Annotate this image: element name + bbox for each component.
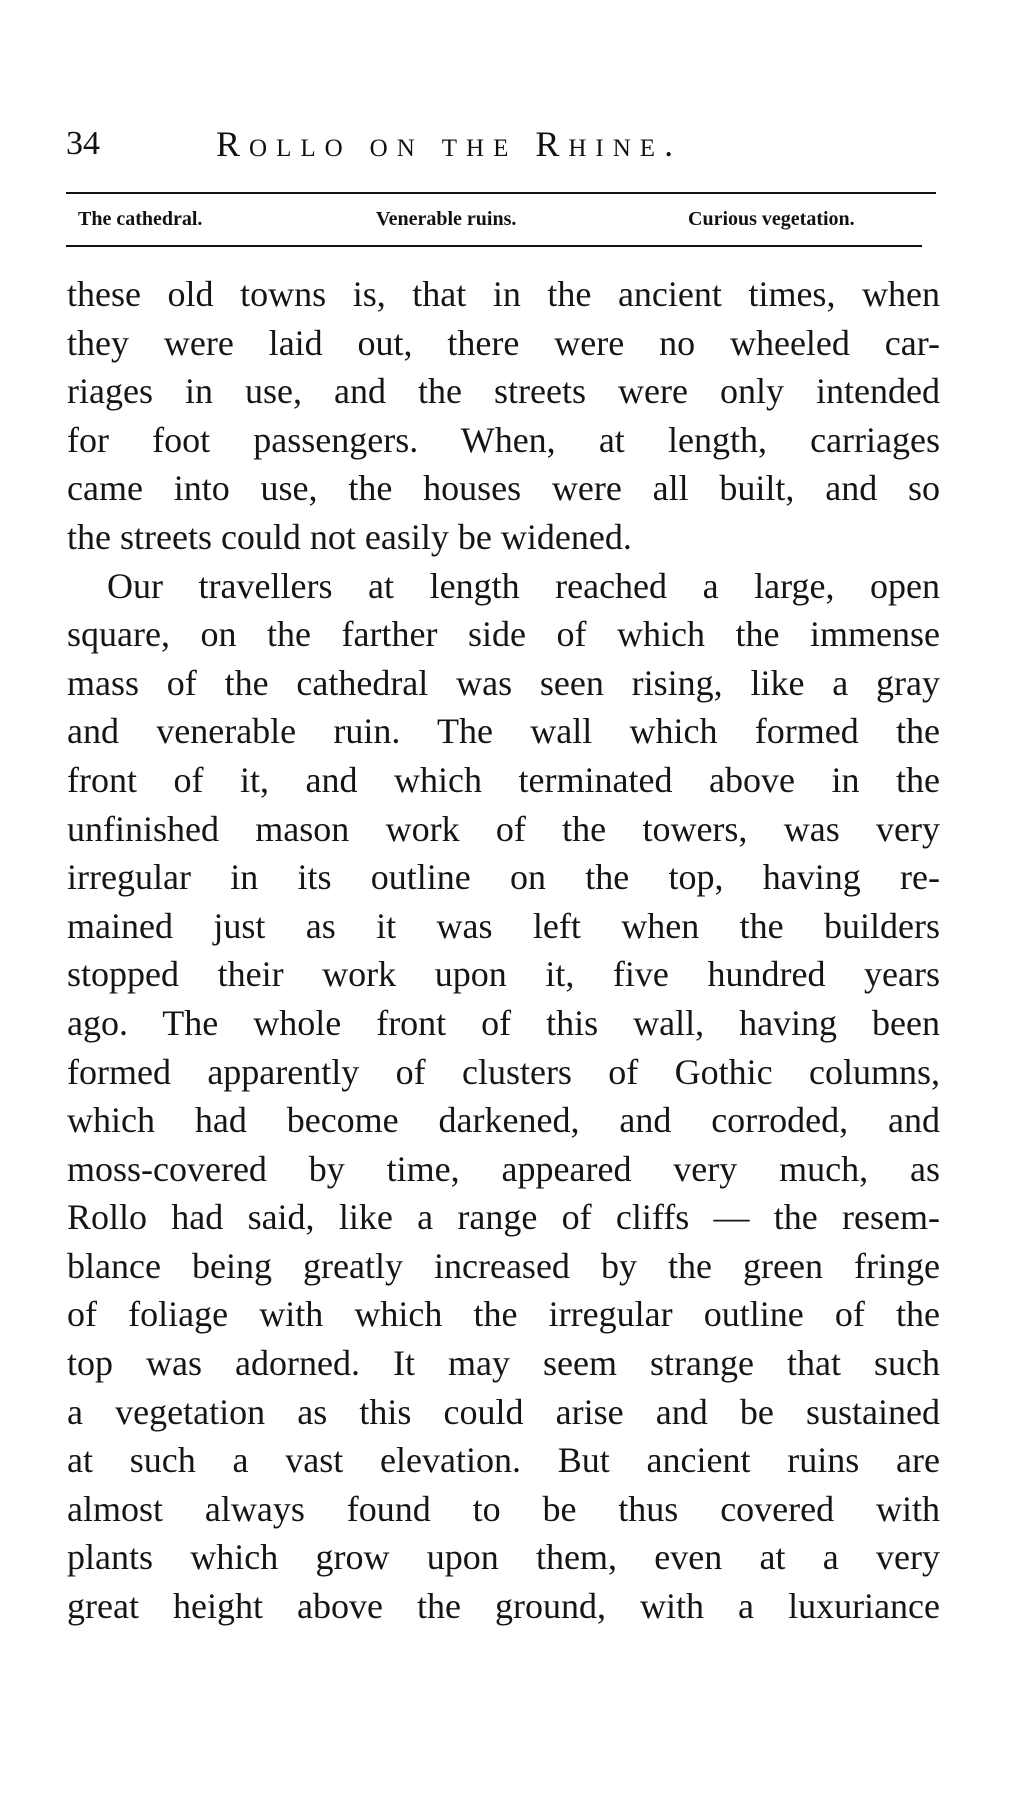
- text-line: mass of the cathedral was seen rising, like a gray: [67, 662, 940, 703]
- text-line: blance being greatly increased by the green fringe: [67, 1245, 940, 1286]
- text-line: unfinished mason work of the towers, was very: [67, 808, 940, 849]
- page-number: 34: [66, 125, 100, 162]
- text-line: and venerable ruin. The wall which formed the: [67, 711, 940, 752]
- text-line: of foliage with which the irregular outline of the: [67, 1294, 940, 1335]
- paragraph-continued: [67, 270, 940, 562]
- text-line: Our travellers at length reached a large, open: [107, 565, 940, 606]
- text-line: these old towns is, that in the ancient times, when: [67, 274, 940, 314]
- body-text: [67, 270, 940, 1631]
- header-rule-top: [66, 192, 936, 194]
- text-line: mained just as it was left when the builders: [67, 905, 940, 946]
- text-line: which had become darkened, and corroded, and: [67, 1100, 940, 1141]
- text-line: top was adorned. It may seem strange that such: [67, 1343, 940, 1384]
- text-line: formed apparently of clusters of Gothic columns,: [67, 1051, 940, 1092]
- text-line: a vegetation as this could arise and be sustained: [67, 1391, 940, 1432]
- text-line: front of it, and which terminated above in the: [67, 759, 940, 800]
- text-line: for foot passengers. When, at length, carriages: [67, 419, 940, 460]
- text-line: riages in use, and the streets were only intended: [67, 371, 940, 412]
- running-head: [66, 124, 946, 164]
- topic-venerable-ruins: Venerable ruins.: [376, 208, 517, 230]
- text-line: plants which grow upon them, even at a very: [67, 1537, 940, 1578]
- text-line: almost always found to be thus covered with: [67, 1488, 940, 1529]
- text-line: stopped their work upon it, five hundred years: [67, 954, 940, 995]
- topic-cathedral: The cathedral.: [78, 208, 203, 230]
- text-line: moss-covered by time, appeared very much, as: [67, 1148, 940, 1189]
- book-title: Rollo on the Rhine.: [216, 124, 683, 164]
- paragraph-cathedral: [67, 562, 940, 1631]
- text-line: the streets could not easily be widened.: [67, 516, 632, 557]
- text-line: irregular in its outline on the top, having re-: [67, 857, 940, 898]
- text-line: at such a vast elevation. But ancient ruins are: [67, 1440, 940, 1481]
- text-line: they were laid out, there were no wheeled car-: [67, 322, 940, 363]
- text-line: square, on the farther side of which the immense: [67, 614, 940, 655]
- header-rule-bottom: [66, 245, 922, 247]
- text-line: came into use, the houses were all built, and so: [67, 468, 940, 509]
- text-line: Rollo had said, like a range of cliffs — the resem-: [67, 1197, 940, 1238]
- topic-curious-vegetation: Curious vegetation.: [688, 208, 855, 230]
- text-line: ago. The whole front of this wall, having been: [67, 1002, 940, 1043]
- text-line: great height above the ground, with a luxuriance: [67, 1586, 940, 1627]
- chapter-topics: [78, 203, 934, 235]
